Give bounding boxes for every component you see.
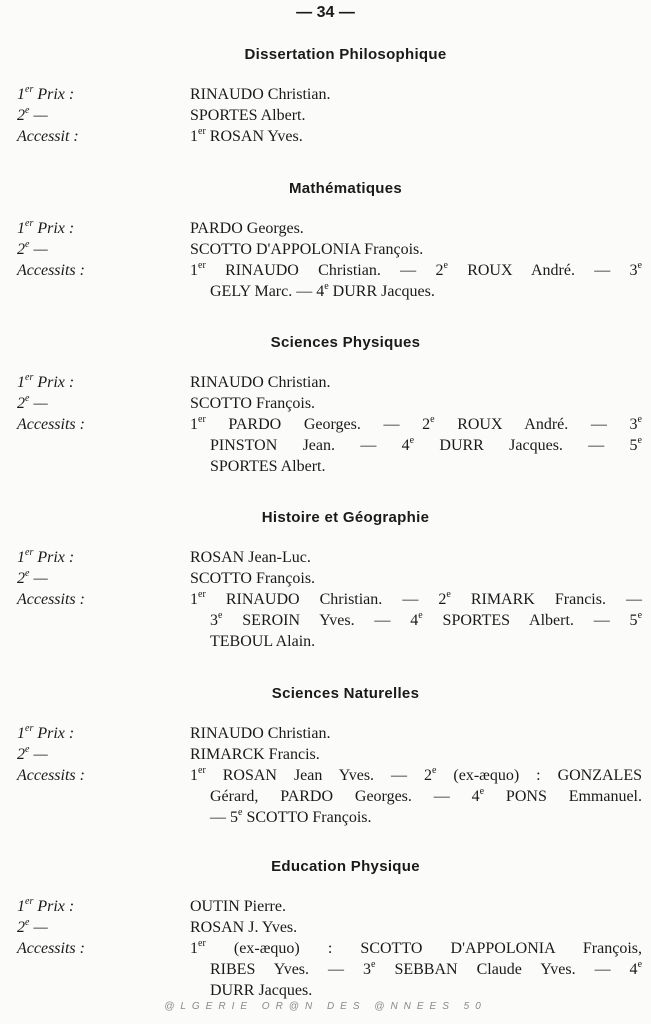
section (0, 180, 651, 302)
accessit-line: 3e SEROIN Yves. — 4e SPORTES Albert. — 5e (210, 610, 643, 629)
first-prize-label: 1er Prix : (17, 896, 75, 915)
second-prize-label: 2e — (17, 917, 48, 936)
section-title: Histoire et Géographie (261, 509, 430, 526)
accessit-line: GELY Marc. — 4e DURR Jacques. (210, 281, 435, 300)
accessit-line: 1er PARDO Georges. — 2e ROUX André. — 3e (190, 414, 642, 433)
section-title: Sciences Physiques (270, 334, 421, 351)
second-prize-label: 2e — (17, 744, 48, 763)
section (0, 858, 651, 1001)
accessit-line: DURR Jacques. (210, 982, 313, 999)
accessit-line: TEBOUL Alain. (210, 633, 316, 650)
first-prize-label: 1er Prix : (17, 372, 75, 391)
accessit-list (190, 126, 642, 147)
accessit-label: Accessits : (17, 940, 85, 957)
second-prize-winner: SCOTTO François. (190, 570, 316, 587)
accessit-line: 1er ROSAN Jean Yves. — 2e (ex-æquo) : GONZALES (190, 765, 643, 784)
second-prize-winner: SPORTES Albert. (190, 107, 306, 124)
accessit-line: Gérard, PARDO Georges. — 4e PONS Emmanuel. (210, 786, 643, 805)
second-prize-label: 2e — (17, 105, 48, 124)
accessit-line: SPORTES Albert. (210, 458, 326, 475)
first-prize-label: 1er Prix : (17, 723, 75, 742)
accessit-label: Accessit : (17, 128, 79, 145)
first-prize-label: 1er Prix : (17, 547, 75, 566)
section-title: Sciences Naturelles (271, 685, 420, 702)
second-prize-winner: SCOTTO D'APPOLONIA François. (190, 241, 424, 258)
section (0, 46, 651, 147)
first-prize-winner: PARDO Georges. (190, 220, 304, 237)
second-prize-winner: RIMARCK Francis. (190, 746, 320, 763)
accessit-list (190, 414, 642, 477)
first-prize-winner: OUTIN Pierre. (190, 898, 286, 915)
accessit-line: 1er RINAUDO Christian. — 2e RIMARK Francis. — (190, 589, 642, 608)
accessit-line: 1er ROSAN Yves. (190, 126, 303, 145)
accessit-label: Accessits : (17, 767, 85, 784)
accessit-list (190, 589, 642, 652)
accessit-label: Accessits : (17, 262, 85, 279)
first-prize-winner: RINAUDO Christian. (190, 725, 331, 742)
first-prize-winner: RINAUDO Christian. (190, 374, 331, 391)
accessit-label: Accessits : (17, 416, 85, 433)
section (0, 685, 651, 828)
section (0, 334, 651, 477)
accessit-line: 1er (ex-æquo) : SCOTTO D'APPOLONIA François, (190, 938, 642, 957)
accessit-line: RIBES Yves. — 3e SEBBAN Claude Yves. — 4e (210, 959, 643, 978)
second-prize-winner: SCOTTO François. (190, 395, 316, 412)
second-prize-winner: ROSAN J. Yves. (190, 919, 298, 936)
section-title: Dissertation Philosophique (244, 46, 447, 63)
accessit-line: PINSTON Jean. — 4e DURR Jacques. — 5e (210, 435, 642, 454)
second-prize-label: 2e — (17, 239, 48, 258)
accessit-list (190, 260, 642, 302)
section-title: Mathématiques (288, 180, 403, 197)
first-prize-label: 1er Prix : (17, 218, 75, 237)
accessit-list (190, 938, 642, 1001)
first-prize-label: 1er Prix : (17, 84, 75, 103)
page-number: — 34 — (296, 4, 355, 21)
section (0, 509, 651, 652)
section-title: Education Physique (271, 858, 420, 875)
accessit-list (190, 765, 642, 828)
watermark-footer: @LGERIE OR@N DES @NNEES 50 (164, 1001, 487, 1012)
first-prize-winner: ROSAN Jean-Luc. (190, 549, 311, 566)
second-prize-label: 2e — (17, 393, 48, 412)
accessit-label: Accessits : (17, 591, 85, 608)
accessit-line: — 5e SCOTTO François. (210, 807, 372, 826)
first-prize-winner: RINAUDO Christian. (190, 86, 331, 103)
accessit-line: 1er RINAUDO Christian. — 2e ROUX André. — 3e (190, 260, 642, 279)
second-prize-label: 2e — (17, 568, 48, 587)
